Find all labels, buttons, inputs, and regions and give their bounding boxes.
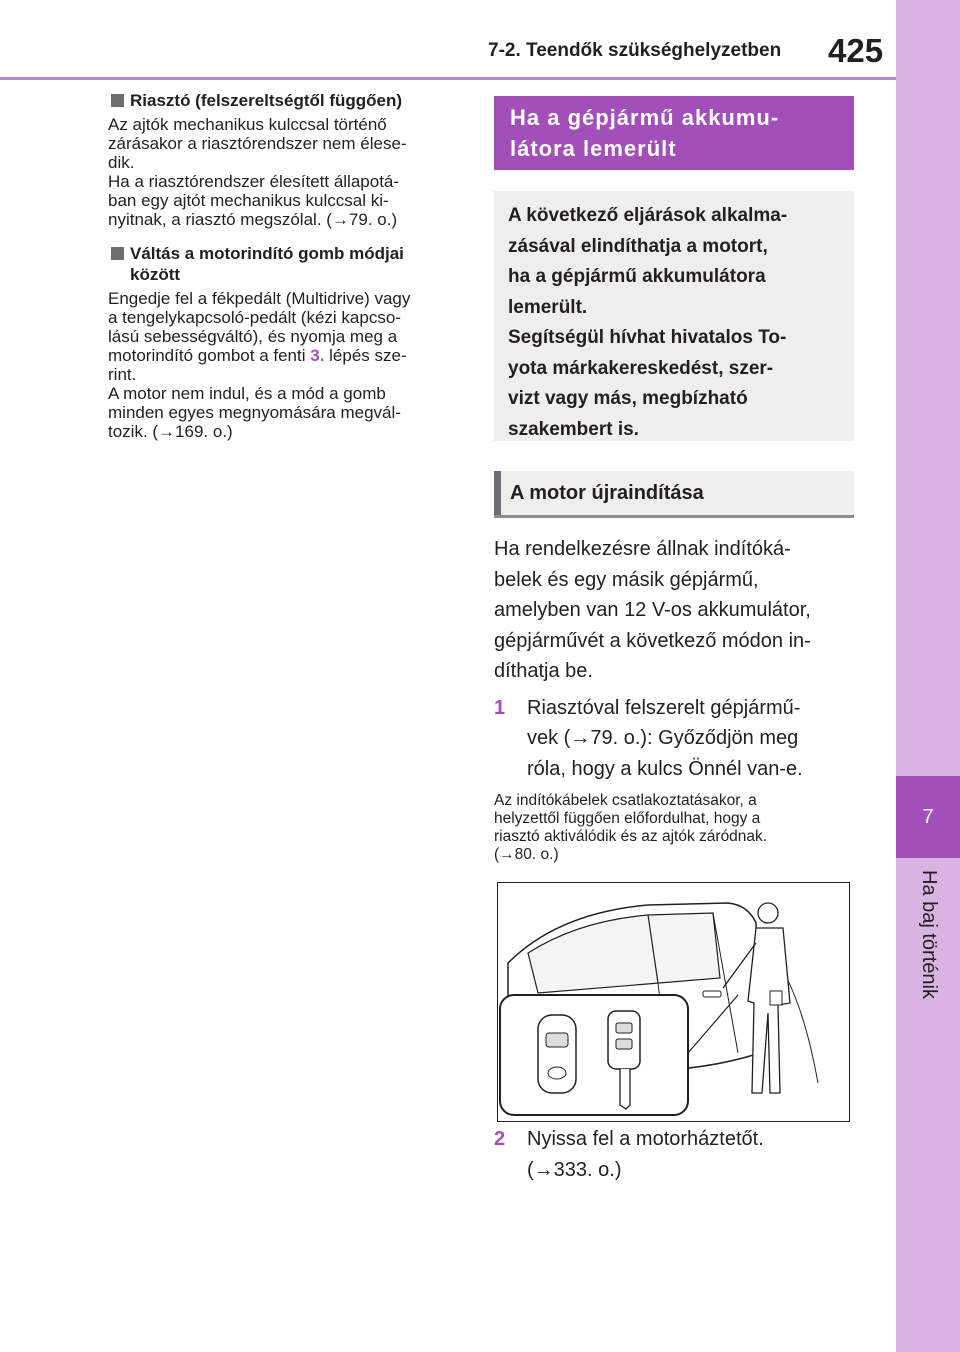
step-1 xyxy=(494,693,854,785)
header-rule xyxy=(0,77,896,80)
side-tab-number: 7 xyxy=(896,776,960,858)
info-box: A következő eljárások alkalma- zásával elindíthatja a motort, ha a gépjármű akkumulátora lemerült. Segítségül hívhat hivatalos To- yota márkakereskedést, szer- vizt vagy más, megbízható szakembert is. xyxy=(494,191,854,441)
step-text: Riasztóval felszerelt gépjármű- vek (→79. o.): Győződjön meg róla, hogy a kulcs Önnél van-e. xyxy=(527,696,803,780)
main-heading-line2: látora lemerült xyxy=(510,136,677,161)
step-reference: 3. xyxy=(310,346,325,365)
step-number: 2 xyxy=(494,1128,506,1150)
side-tab xyxy=(896,0,960,1352)
intro-text: Ha rendelkezésre állnak indítóká- belek és egy másik gépjármű, amelyben van 12 V-os akkumulátor, gépjárművét a következő módon in- díthatja be. xyxy=(494,538,811,682)
left-column xyxy=(108,90,468,453)
square-bullet-icon xyxy=(111,247,124,260)
alarm-heading-text: Riasztó (felszereltségtől függően) xyxy=(130,91,403,110)
step-2 xyxy=(494,1124,854,1185)
square-bullet-icon xyxy=(111,94,124,107)
mode-heading xyxy=(108,243,468,285)
alarm-text: Az ajtók mechanikus kulccsal történő zárásakor a riasztórendszer nem élese- dik. Ha a riasztórendszer élesített állapotá- ban egy ajtót mechanikus kulccsal ki- nyitnak, a riasztó megszólal. (→79. o.) xyxy=(108,115,407,229)
step-number: 1 xyxy=(494,696,506,719)
mode-text xyxy=(108,289,468,441)
section-bar xyxy=(494,471,501,515)
section-title xyxy=(494,471,854,518)
smart-key-icon xyxy=(538,1015,576,1093)
note-text: Az indítókábelek csatlakoztatásakor, a helyzettől függően előfordulhat, hogy a riasztó aktiválódik és az ajtók záródnak. (→80. o.) xyxy=(494,792,768,863)
car-door-illustration xyxy=(498,883,849,1121)
main-heading xyxy=(494,96,854,170)
step-text: Nyissa fel a motorháztetőt. (→333. o.) xyxy=(527,1128,764,1181)
step-2-wrap xyxy=(494,1124,854,1193)
alarm-heading xyxy=(108,90,468,111)
mode-heading-line2: között xyxy=(130,265,181,284)
section-title-text: A motor újraindítása xyxy=(510,482,704,504)
mode-text-part1: Engedje fel a fékpedált (Multidrive) vagy a tengelykapcsoló-pedált (kézi kapcso- lású sebességváltó), és nyomja meg a motorindító gombot a fenti xyxy=(108,289,411,365)
mode-text-part2: lépés sze- rint. A motor nem indul, és a mód a gomb minden egyes megnyomására megvál- tozik. (→169. o.) xyxy=(108,346,407,441)
main-heading-line1: Ha a gépjármű akkumu- xyxy=(510,105,780,130)
car-key-illustration xyxy=(497,882,850,1122)
mode-heading-line1: Váltás a motorindító gomb módjai xyxy=(130,244,404,263)
page-number: 425 xyxy=(828,32,884,69)
chapter-title: 7-2. Teendők szükséghelyzetben xyxy=(488,40,782,61)
right-column xyxy=(494,96,854,878)
side-tab-label: Ha baj történik xyxy=(918,870,940,999)
